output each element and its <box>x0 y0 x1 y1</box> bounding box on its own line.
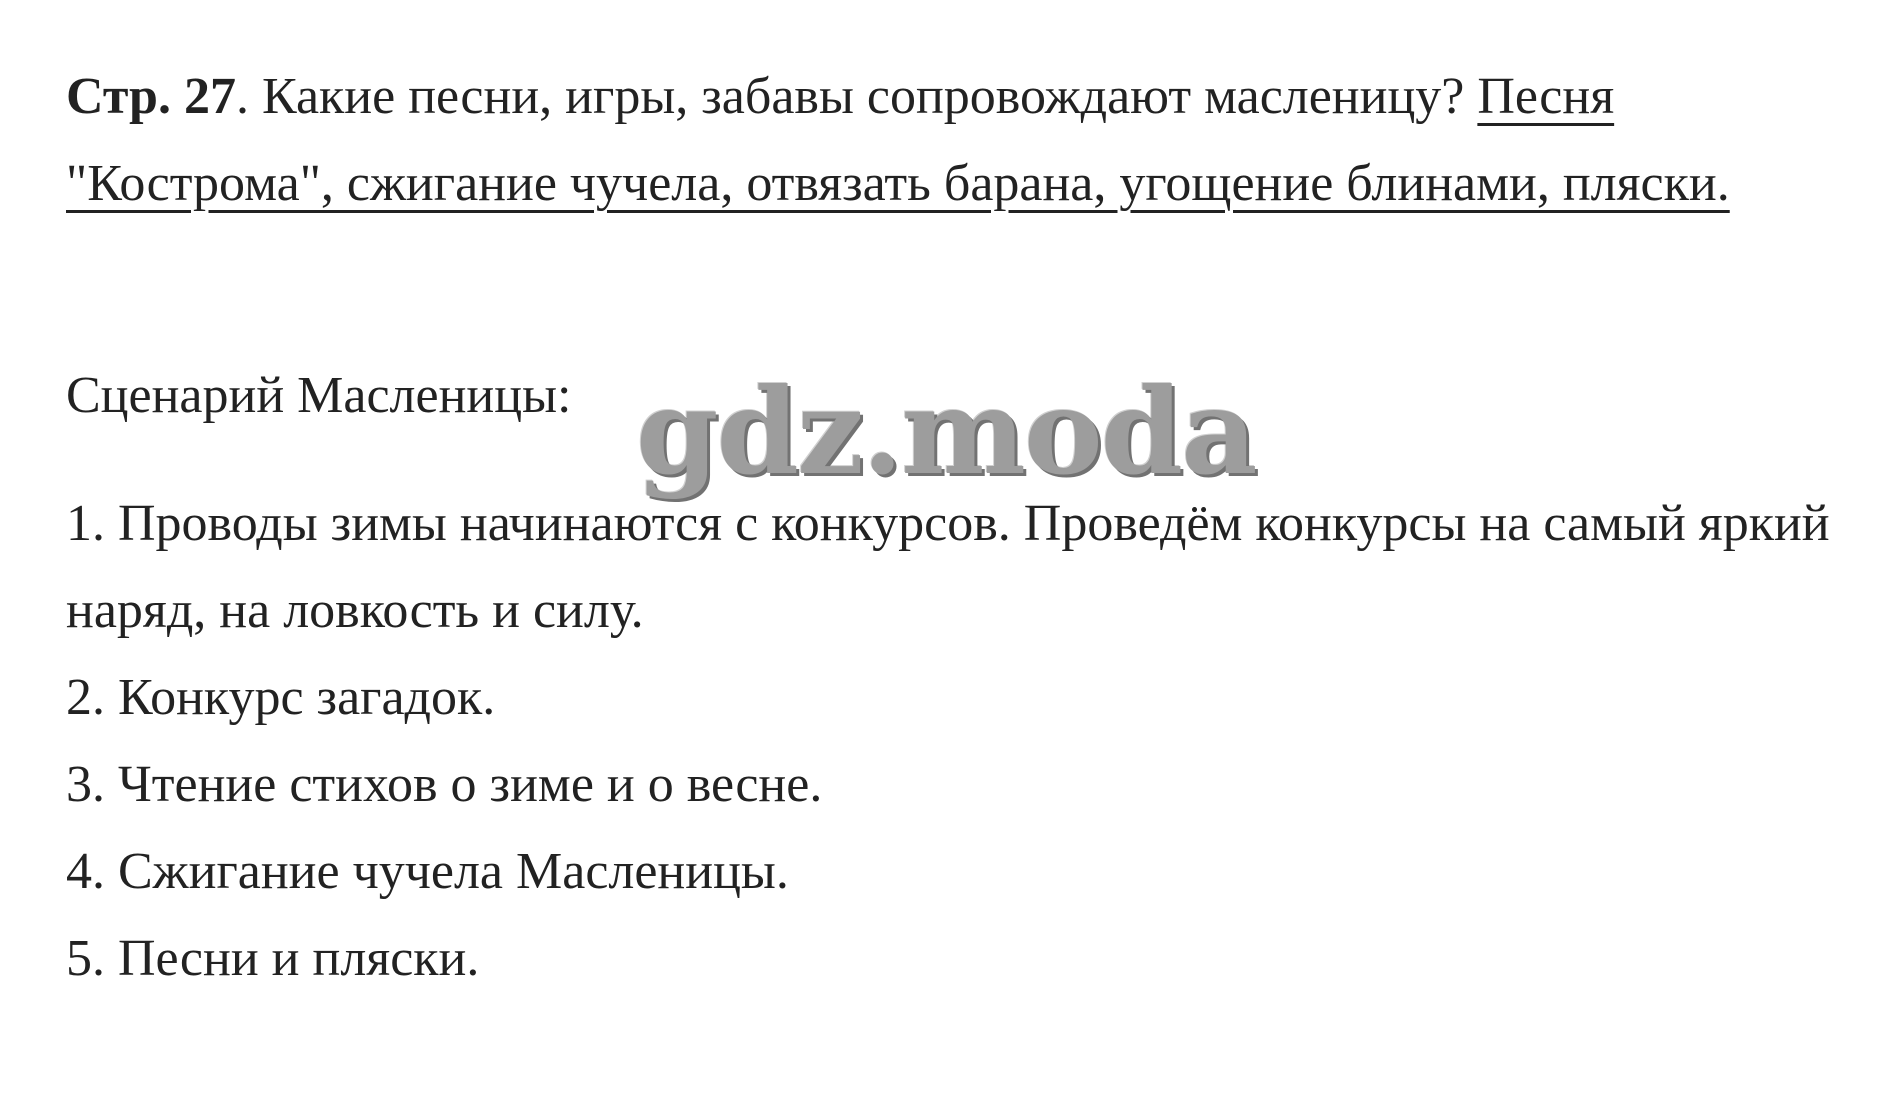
answer-text: Песня "Кострома", сжигание чучела, отвязать барана, угощение блинами, пляски. <box>66 68 1730 212</box>
list-item: 4. Сжигание чучела Масленицы. <box>66 843 789 900</box>
list-item: 1. Проводы зимы начинаются с конкурсов. Проведём конкурсы на самый яркий наряд, на ловкость и силу. <box>66 495 1830 639</box>
list-item: 3. Чтение стихов о зиме и о весне. <box>66 756 823 813</box>
page-reference: Стр. 27 <box>66 68 236 125</box>
scenario-title: Сценарий Масленицы: <box>66 367 572 424</box>
question-text: . Какие песни, игры, забавы сопровождают масленицу? <box>235 68 1478 125</box>
list-item: 5. Песни и пляски. <box>66 930 480 987</box>
list-item: 2. Конкурс загадок. <box>66 669 496 726</box>
watermark-logo: gdz.moda <box>636 362 1256 501</box>
scenario-list <box>66 480 1846 1002</box>
question-paragraph <box>66 53 1846 227</box>
